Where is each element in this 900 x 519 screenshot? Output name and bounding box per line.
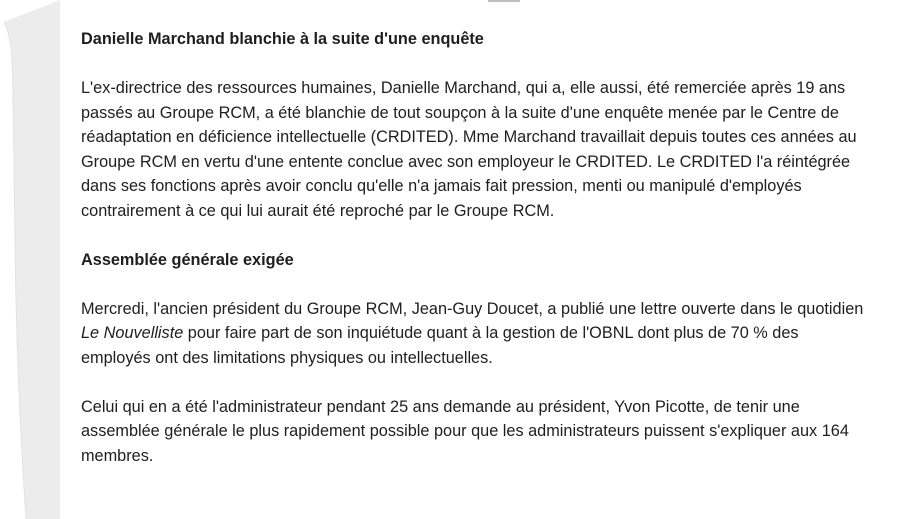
- top-divider: [488, 0, 520, 2]
- section-heading-marchand: Danielle Marchand blanchie à la suite d'une enquête: [81, 30, 484, 48]
- article-body: [81, 27, 871, 468]
- publication-name: Le Nouvelliste: [81, 324, 184, 342]
- section-heading-assemblee: Assemblée générale exigée: [81, 250, 294, 269]
- paragraph-picotte-request: Celui qui en a été l'administrateur pendant 25 ans demande au président, Yvon Picotte, de tenir une assemblée générale le plus rapidement possible pour que les administrateurs puissent s'expliquer aux 164 membres.: [81, 397, 849, 465]
- paragraph-doucet-text-2: pour faire part de son inquiétude quant à la gestion de l'OBNL dont plus de 70 % des employés ont des limitations physiques ou intellectuelles.: [81, 324, 799, 367]
- paragraph-doucet-text-1: Mercredi, l'ancien président du Groupe RCM, Jean-Guy Doucet, a publié une lettre ouverte dans le quotidien: [81, 299, 864, 318]
- paragraph-doucet-letter: [81, 297, 871, 371]
- paragraph-marchand: L'ex-directrice des ressources humaines, Danielle Marchand, qui a, elle aussi, été remerciée après 19 ans passés au Groupe RCM, a été blanchie de tout soupçon à la suite d'une enquête menée par le Centre de réadaptation en déficience intellectuelle (CRDITED). Mme Marchand travaillait depuis toutes ces années au Groupe RCM en vertu d'une entente conclue avec son employeur le CRDITED. Le CRDITED l'a réintégrée dans ses fonctions après avoir conclu qu'elle n'a jamais fait pression, menti ou manipulé d'employés contrairement à ce qui lui aurait été reproché par le Groupe RCM.: [81, 79, 857, 220]
- left-page-shadow: [0, 0, 60, 519]
